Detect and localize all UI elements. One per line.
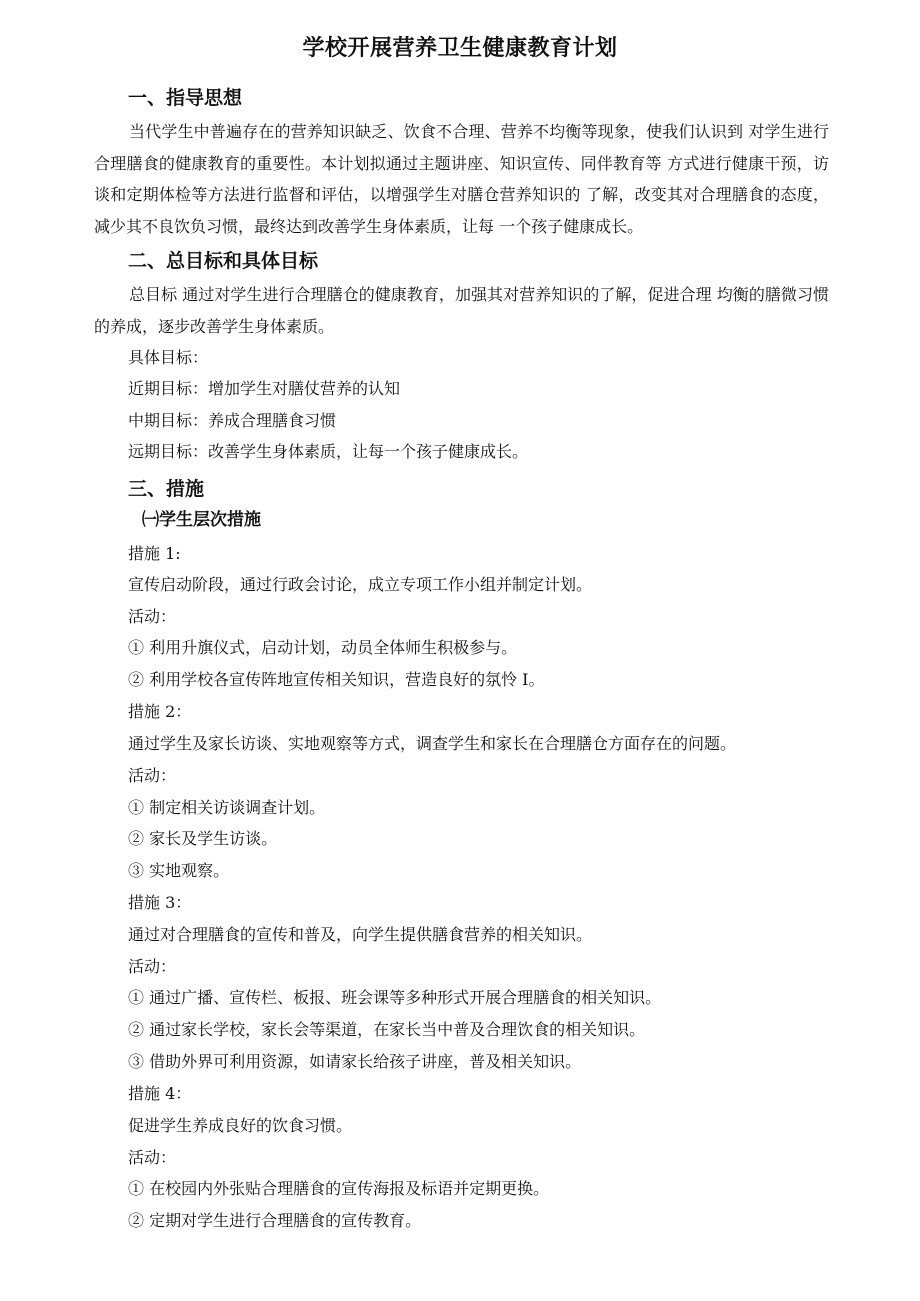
- measure-3-label: 措施 3：: [128, 893, 192, 912]
- measure-1-activity: ② 利用学校各宣传阵地宣传相关知识，营造良好的氛怜 I。: [128, 670, 545, 689]
- section-heading-guiding-ideology: 一、指导思想: [128, 87, 243, 109]
- measure-4-activity: ② 定期对学生进行合理膳食的宣传教育。: [128, 1211, 422, 1230]
- measure-3-activity: ③ 借助外界可利用资源，如请家长给孩子讲座，普及相关知识。: [128, 1052, 582, 1071]
- measure-4-label: 措施 4：: [128, 1084, 192, 1103]
- measure-1-activity: ① 利用升旗仪式，启动计划，动员全体师生积极参与。: [128, 638, 518, 657]
- measure-3-activity-label: 活动：: [128, 957, 177, 976]
- measure-2-label: 措施 2：: [128, 702, 192, 721]
- measure-1-description: 宣传启动阶段，通过行政会讨论，成立专项工作小组并制定计划。: [128, 575, 593, 594]
- specific-goals-label: 具体目标：: [128, 348, 209, 367]
- long-term-goal: 远期目标：改善学生身体素质，让每一个孩子健康成长。: [128, 442, 529, 461]
- overall-goal-paragraph: 总目标 通过对学生进行合理膳仓的健康教育，加强其对营养知识的了解，促进合理 均衡的膳微习惯的养成，逐步改善学生身体素质。: [94, 285, 829, 336]
- measure-3-description: 通过对合理膳食的宣传和普及，向学生提供膳食营养的相关知识。: [128, 925, 593, 944]
- measure-4-description: 促进学生养成良好的饮食习惯。: [128, 1116, 353, 1135]
- measure-2-activity-label: 活动：: [128, 766, 177, 785]
- student-level-measures-heading: ㈠学生层次措施: [142, 510, 261, 530]
- measure-3-activity: ① 通过广播、宣传栏、板报、班会课等多种形式开展合理膳食的相关知识。: [128, 988, 662, 1007]
- measure-2-activity: ② 家长及学生访谈。: [128, 829, 278, 848]
- measure-2-description: 通过学生及家长访谈、实地观察等方式，调查学生和家长在合理膳仓方面存在的问题。: [128, 734, 737, 753]
- measure-2-activity: ③ 实地观察。: [128, 861, 230, 880]
- near-term-goal: 近期目标：增加学生对膳仗营养的认知: [128, 379, 401, 398]
- measure-2-activity: ① 制定相关访谈调查计划。: [128, 798, 326, 817]
- section-heading-goals: 二、总目标和具体目标: [128, 250, 319, 272]
- measure-1-activity-label: 活动：: [128, 607, 177, 626]
- measure-3-activity: ② 通过家长学校，家长会等渠道，在家长当中普及合理饮食的相关知识。: [128, 1020, 646, 1039]
- measure-4-activity-label: 活动：: [128, 1148, 177, 1167]
- section-heading-measures: 三、措施: [128, 478, 205, 500]
- guiding-ideology-paragraph: 当代学生中普遍存在的营养知识缺乏、饮食不合理、营养不均衡等现象，使我们认识到 对学生进行合理膳食的健康教育的重要性。本计划拟通过主题讲座、知识宣传、同伴教育等 方式进行健康干预，访谈和定期体检等方法进行监督和评估，以增强学生对膳仓营养知识的 了解，改变其对合理膳食的态度，减少其不良饮负习惯，最终达到改善学生身体素质，让每 一个孩子健康成长。: [94, 122, 829, 236]
- document-title: 学校开展营养卫生健康教育计划: [302, 36, 618, 61]
- measure-1-label: 措施 1:: [128, 544, 181, 563]
- measure-4-activity: ① 在校园内外张贴合理膳食的宣传海报及标语并定期更换。: [128, 1179, 550, 1198]
- mid-term-goal: 中期目标：养成合理膳食习惯: [128, 411, 337, 430]
